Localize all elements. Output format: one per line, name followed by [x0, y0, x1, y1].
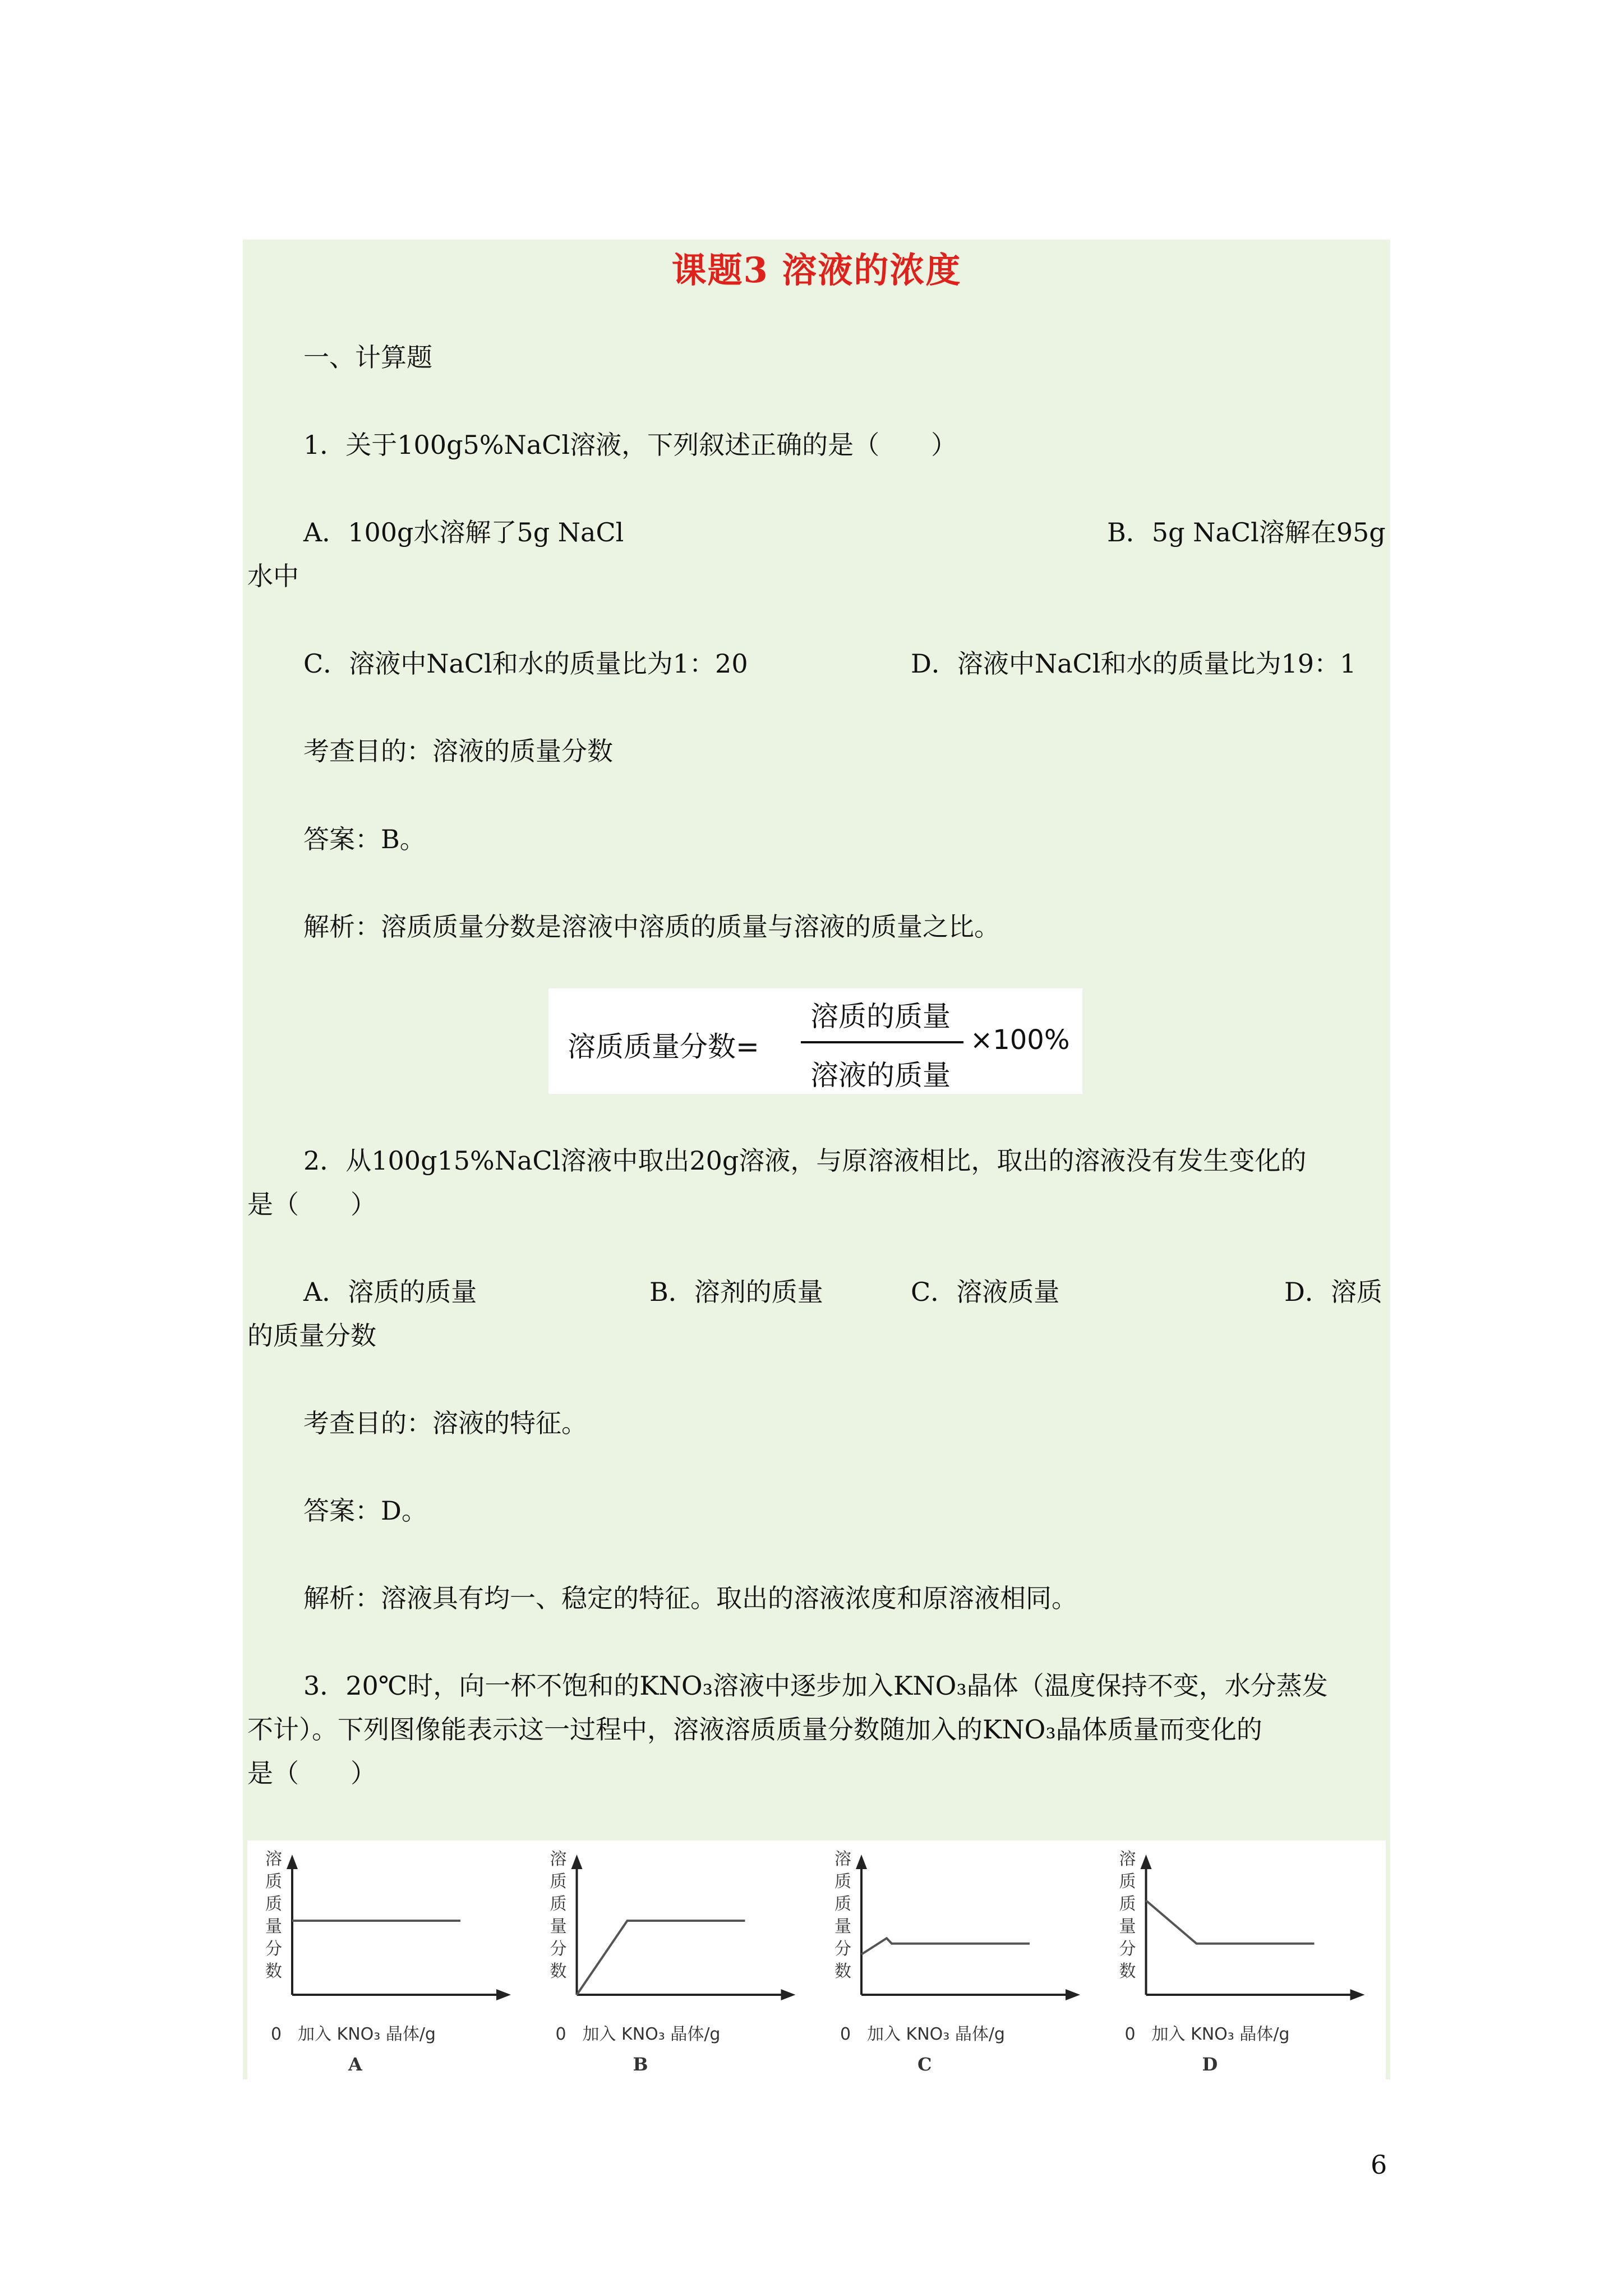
page-number: 6	[1371, 2150, 1387, 2180]
y-label-char-D: 质	[1119, 1872, 1136, 1892]
panel-letter-A: A	[348, 2054, 362, 2075]
mass-fraction-formula	[548, 988, 1082, 1094]
y-label-char-D: 质	[1119, 1894, 1136, 1914]
q3-stem: 3．20℃时，向一杯不饱和的KNO₃溶液中逐步加入KNO₃晶体（温度保持不变，水分蒸发	[303, 1671, 1328, 1701]
y-label-char-A: 质	[265, 1872, 282, 1892]
y-label-char-D: 数	[1119, 1962, 1136, 1981]
x-label-B: 加入 KNO₃ 晶体/g	[582, 2024, 721, 2044]
origin-label-B: 0	[555, 2024, 566, 2044]
panel-letter-B: B	[633, 2054, 648, 2075]
y-label-char-D: 溶	[1119, 1849, 1136, 1869]
x-label-A: 加入 KNO₃ 晶体/g	[298, 2024, 436, 2044]
page-title: 课题3 溶液的浓度	[671, 250, 962, 291]
y-label-char-B: 分	[550, 1939, 567, 1959]
curve-C	[861, 1938, 1030, 1954]
formula-multiplier: ×100%	[970, 1024, 1070, 1056]
q2-purpose: 考查目的：溶液的特征。	[303, 1408, 587, 1438]
q2-option-a: A．溶质的质量	[303, 1277, 477, 1307]
y-label-char-D: 分	[1119, 1939, 1136, 1959]
q1-option-d: D．溶液中NaCl和水的质量比为19：1	[911, 648, 1357, 679]
q2-stem-cont: 是（ ）	[247, 1189, 376, 1220]
x-label-D: 加入 KNO₃ 晶体/g	[1151, 2024, 1290, 2044]
q1-option-b: B．5g NaCl溶解在95g	[1107, 517, 1386, 547]
panel-letter-D: D	[1202, 2054, 1218, 2075]
q2-option-d: D．溶质	[1284, 1277, 1382, 1307]
x-axis-arrow-B	[781, 1989, 796, 2000]
y-label-char-B: 溶	[550, 1849, 567, 1869]
origin-label-A: 0	[271, 2024, 282, 2044]
section-heading: 一、计算题	[303, 342, 432, 372]
q3-stem-cont: 不计）。下列图像能表示这一过程中，溶液溶质质量分数随加入的KNO₃晶体质量而变化的	[247, 1714, 1262, 1745]
y-label-char-A: 分	[265, 1939, 282, 1959]
q3-stem-end: 是（ ）	[247, 1758, 376, 1788]
q2-stem: 2．从100g15%NaCl溶液中取出20g溶液，与原溶液相比，取出的溶液没有发生变化的	[303, 1145, 1307, 1176]
y-label-char-A: 溶	[265, 1849, 282, 1869]
formula-denominator: 溶液的质量	[810, 1059, 951, 1092]
y-axis-arrow-D	[1141, 1855, 1152, 1869]
x-axis-arrow-C	[1066, 1989, 1080, 2000]
q2-option-c: C．溶液质量	[911, 1277, 1060, 1307]
q1-answer: 答案：B。	[303, 824, 426, 854]
y-axis-arrow-B	[571, 1855, 583, 1869]
y-label-char-B: 质	[550, 1872, 567, 1892]
y-label-char-C: 量	[834, 1917, 851, 1936]
q1-stem: 1．关于100g5%NaCl溶液，下列叙述正确的是（ ）	[303, 430, 957, 460]
q2-option-b: B．溶剂的质量	[649, 1277, 823, 1307]
y-label-char-A: 质	[265, 1894, 282, 1914]
y-label-char-A: 量	[265, 1917, 282, 1936]
graph-options-svg	[247, 1841, 1386, 2079]
y-label-char-D: 量	[1119, 1917, 1136, 1936]
y-axis-arrow-A	[287, 1855, 298, 1869]
y-axis-arrow-C	[856, 1855, 867, 1869]
y-label-char-B: 量	[550, 1917, 567, 1936]
q2-option-d-cont: 的质量分数	[247, 1320, 376, 1351]
y-label-char-C: 数	[834, 1962, 851, 1981]
y-label-char-C: 质	[834, 1872, 851, 1892]
q1-option-c: C．溶液中NaCl和水的质量比为1：20	[303, 648, 748, 679]
origin-label-C: 0	[840, 2024, 851, 2044]
y-label-char-B: 质	[550, 1894, 567, 1914]
q1-analysis: 解析：溶质质量分数是溶液中溶质的质量与溶液的质量之比。	[303, 912, 1000, 942]
origin-label-D: 0	[1124, 2024, 1136, 2044]
q1-purpose: 考查目的：溶液的质量分数	[303, 736, 613, 766]
y-label-char-C: 溶	[834, 1849, 851, 1869]
q1-option-b-cont: 水中	[247, 561, 299, 591]
curve-B	[577, 1921, 745, 1995]
q2-answer: 答案：D。	[303, 1496, 427, 1526]
formula-numerator: 溶质的质量	[810, 1000, 951, 1033]
x-label-C: 加入 KNO₃ 晶体/g	[867, 2024, 1005, 2044]
x-axis-arrow-A	[496, 1989, 511, 2000]
panel-letter-C: C	[917, 2054, 932, 2075]
y-label-char-C: 分	[834, 1939, 851, 1959]
y-label-char-B: 数	[550, 1962, 567, 1981]
fraction-bar	[801, 1041, 963, 1043]
formula-lhs: 溶质质量分数=	[568, 1030, 759, 1063]
y-label-char-C: 质	[834, 1894, 851, 1914]
graph-options	[247, 1841, 1386, 2079]
q1-option-a: A．100g水溶解了5g NaCl	[303, 517, 624, 547]
curve-D	[1146, 1901, 1315, 1944]
q2-analysis: 解析：溶液具有均一、稳定的特征。取出的溶液浓度和原溶液相同。	[303, 1583, 1077, 1613]
y-label-char-A: 数	[265, 1962, 282, 1981]
x-axis-arrow-D	[1350, 1989, 1365, 2000]
